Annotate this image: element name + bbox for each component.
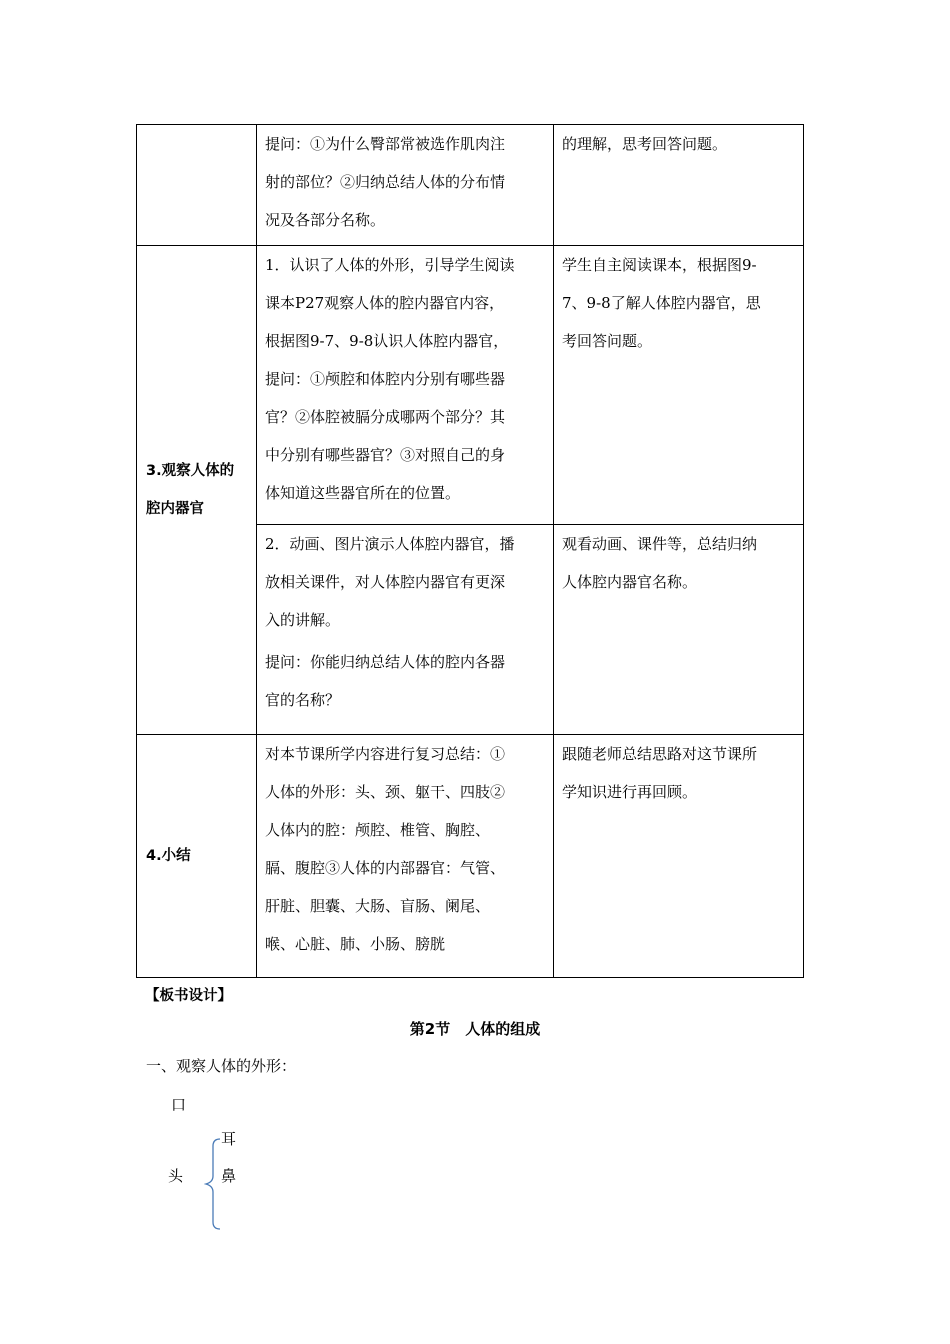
student-activity-cell: 跟随老师总结思路对这节课所 学知识进行再回顾。: [554, 735, 804, 978]
label-mouth: 口: [171, 1096, 187, 1114]
board-design-heading: 【板书设计】: [145, 988, 232, 1004]
student-activity-cell: 学生自主阅读课本，根据图9- 7、9-8了解人体腔内器官，思 考回答问题。: [554, 246, 804, 525]
table-row: [137, 735, 804, 978]
brace-icon: [204, 1138, 224, 1230]
label-nose: 鼻: [221, 1167, 237, 1185]
student-activity-cell: 的理解，思考回答问题。: [554, 125, 804, 246]
section-title: 第2节 人体的组成: [409, 1020, 541, 1038]
stage-cell: 4.小结: [137, 735, 257, 978]
teacher-activity-cell: 1．认识了人体的外形，引导学生阅读 课本P27观察人体的腔内器官内容， 根据图9-7、9-8认识人体腔内器官， 提问：①颅腔和体腔内分别有哪些器 官？②体腔被膈分成哪两个部分？其 中分别有哪些器官？③对照自己的身 体知道这些器官所在的位置。: [257, 246, 554, 525]
outline-heading: 一、观察人体的外形：: [146, 1057, 297, 1075]
teacher-activity-cell: 2．动画、图片演示人体腔内器官，播 放相关课件，对人体腔内器官有更深 入的讲解。 提问：你能归纳总结人体的腔内各器 官的名称？: [257, 525, 554, 735]
lesson-table: [136, 124, 804, 978]
table-row: [137, 125, 804, 246]
label-ear: 耳: [221, 1130, 237, 1148]
label-head: 头: [168, 1167, 184, 1185]
teacher-activity-cell: 提问：①为什么臀部常被选作肌肉注 射的部位？②归纳总结人体的分布情 况及各部分名称。: [257, 125, 554, 246]
student-activity-cell: 观看动画、课件等，总结归纳 人体腔内器官名称。: [554, 525, 804, 735]
stage-cell: 3.观察人体的 腔内器官: [137, 246, 257, 735]
table-row: [137, 246, 804, 525]
stage-cell: [137, 125, 257, 246]
teacher-activity-cell: 对本节课所学内容进行复习总结：① 人体的外形：头、颈、躯干、四肢② 人体内的腔：颅腔、椎管、胸腔、 膈、腹腔③人体的内部器官：气管、 肝脏、胆囊、大肠、盲肠、阑尾、 喉、心脏、肺、小肠、膀胱: [257, 735, 554, 978]
